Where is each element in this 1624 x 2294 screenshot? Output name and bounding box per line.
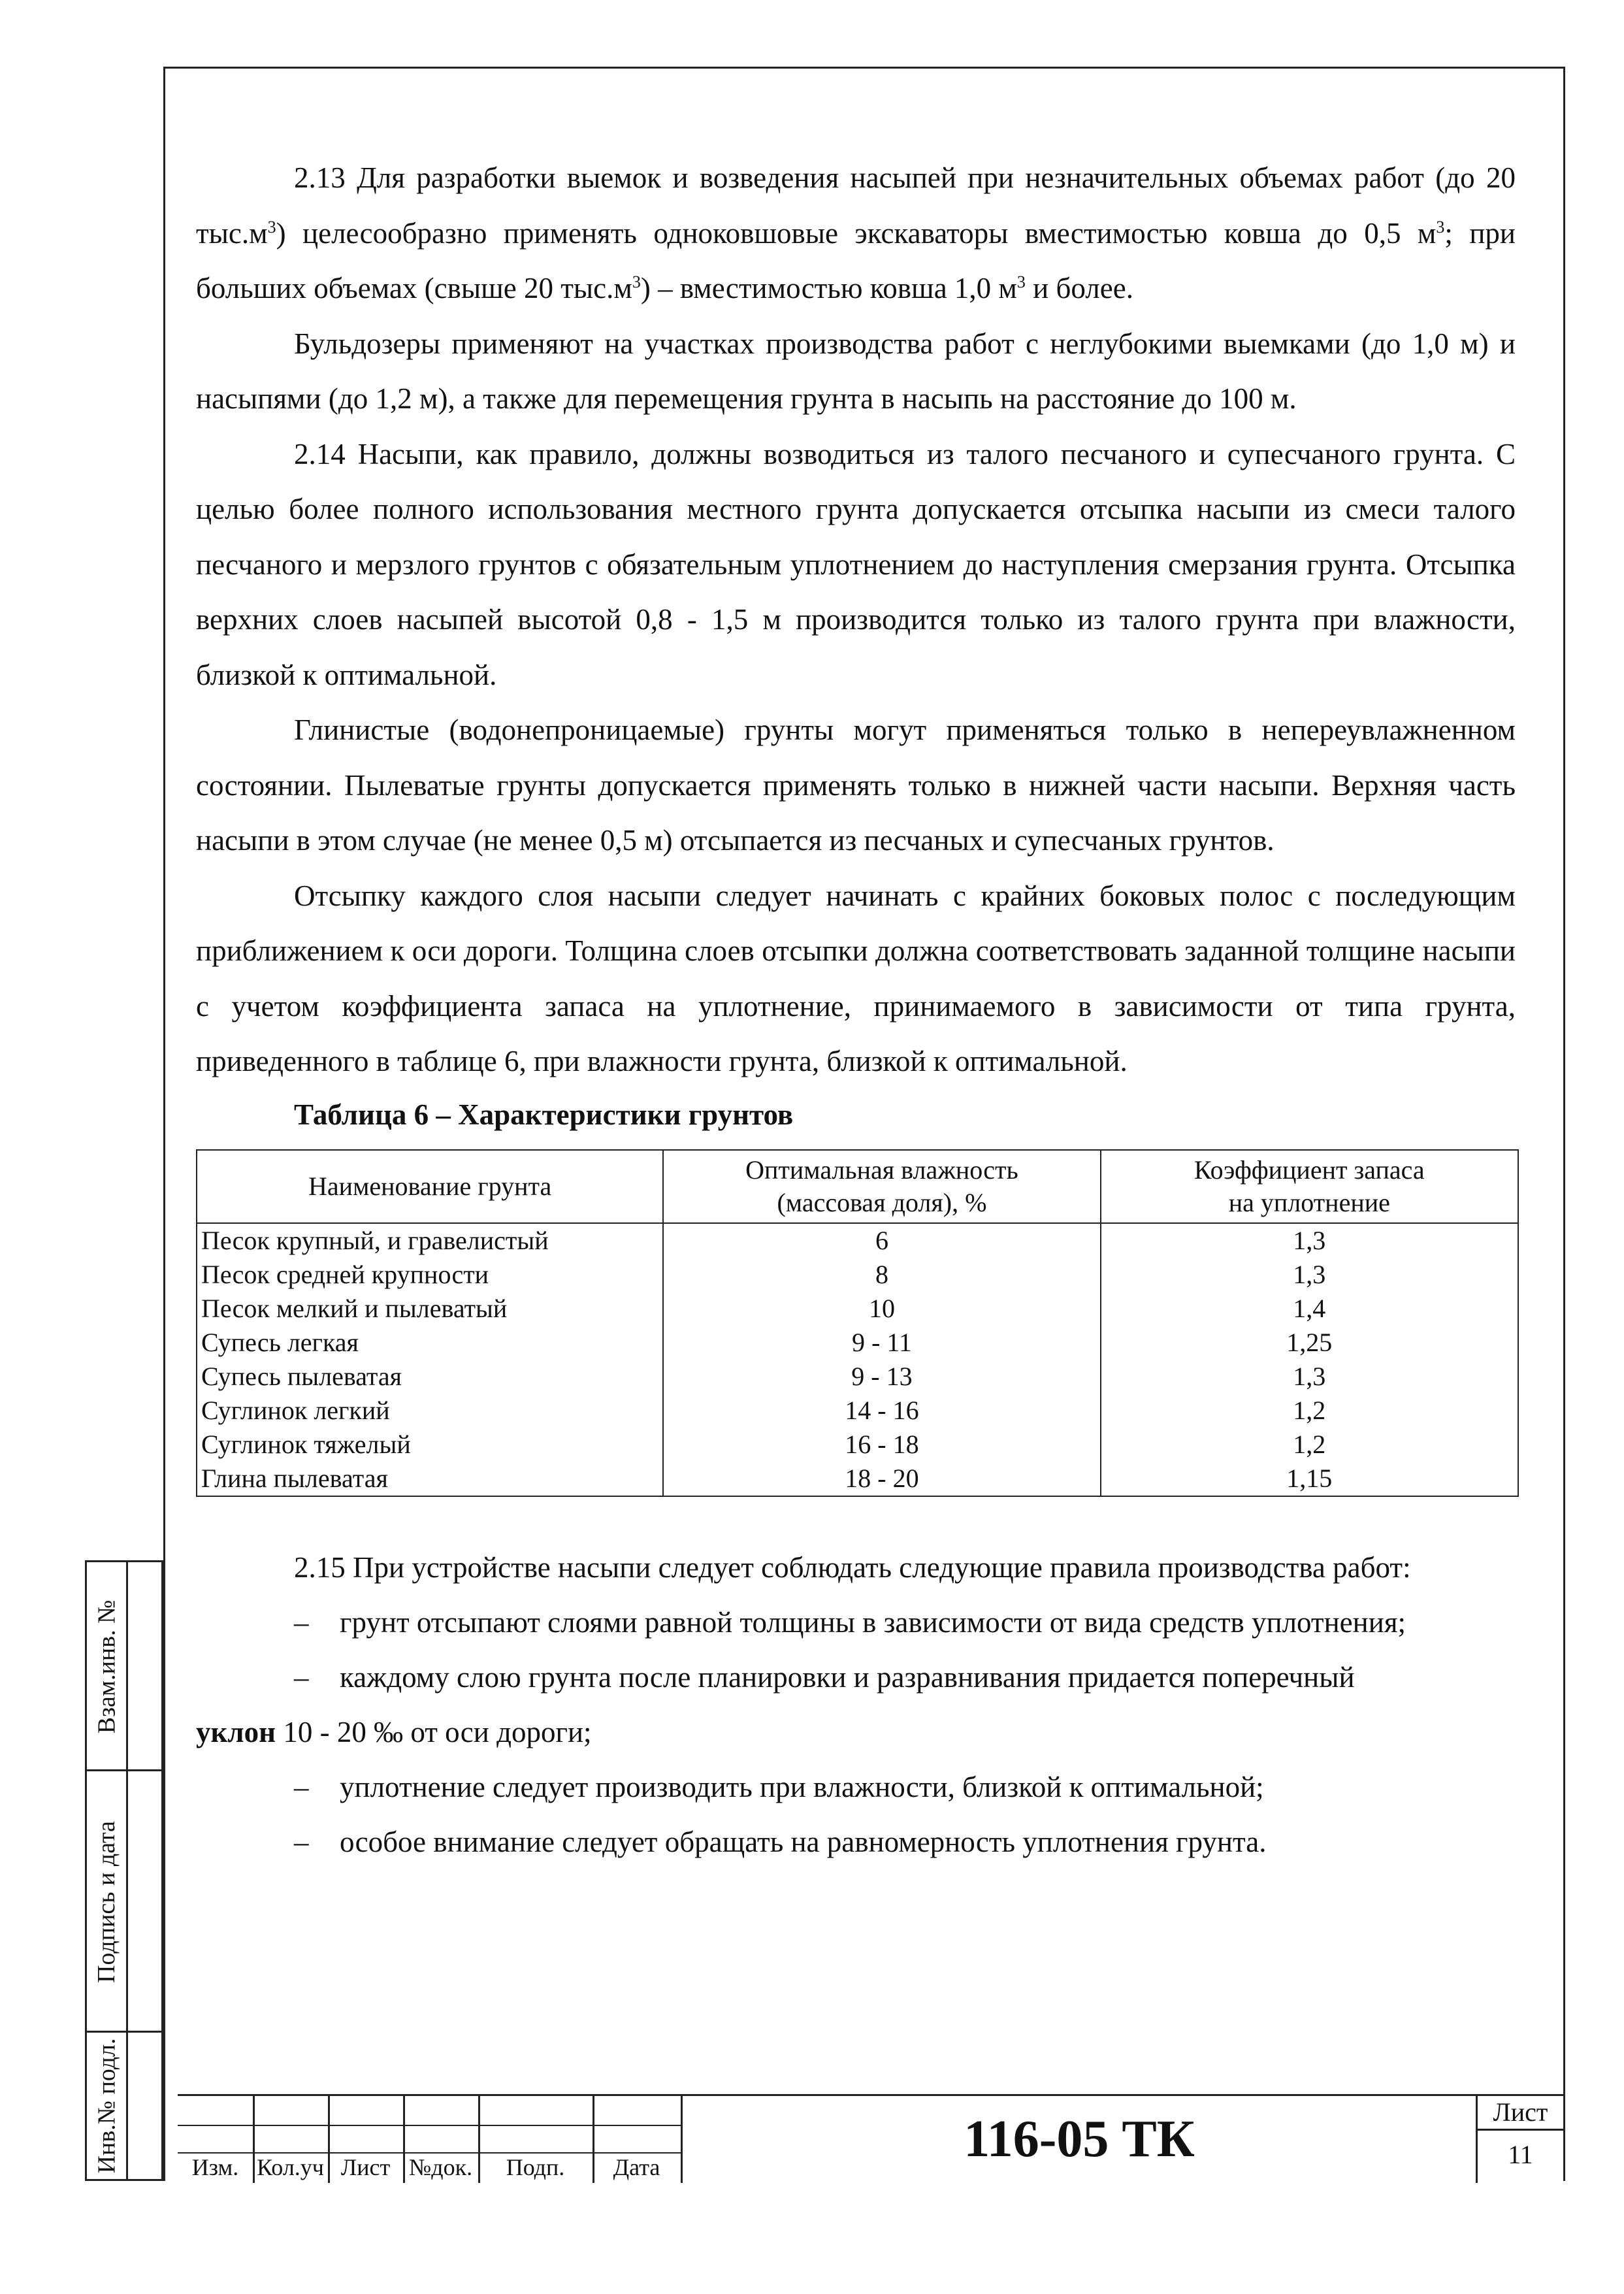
stamp-label-inventory: Инв.№ подл. bbox=[93, 2038, 121, 2174]
rule-item bbox=[196, 1650, 1516, 1705]
col-signature: Подп. bbox=[506, 2154, 565, 2180]
col-sheet: Лист bbox=[340, 2154, 391, 2180]
table-row bbox=[197, 1223, 1518, 1258]
cell-soil-name: Песок мелкий и пылеватый bbox=[197, 1292, 663, 1326]
cell-moisture: 8 bbox=[663, 1258, 1100, 1292]
table-row bbox=[197, 1292, 1518, 1326]
cell-moisture: 14 - 16 bbox=[663, 1394, 1100, 1428]
rules-intro: 2.15 При устройстве насыпи следует соблюдать следующие правила производства работ: bbox=[294, 1550, 1411, 1584]
table-row bbox=[197, 1326, 1518, 1360]
table-caption: Таблица 6 – Характеристики грунтов bbox=[294, 1098, 794, 1131]
cell-coefficient: 1,2 bbox=[1101, 1428, 1518, 1462]
paragraph-layer-filling: Отсыпку каждого слоя насыпи следует начинать с крайних боковых полос с последующим приближением к оси дороги. Толщина слоев отсыпки должна соответствовать заданной толщине насыпи с учетом коэффициента запаса на уплотнение, принимаемого в зависимости от типа грунта, приведенного в таблице 6, при влажности грунта, близкой к оптимальной. bbox=[196, 879, 1516, 1077]
document-code: 116-05 ТК bbox=[681, 2096, 1478, 2183]
dash-bullet: – bbox=[294, 1770, 309, 1803]
cell-coefficient: 1,3 bbox=[1101, 1223, 1518, 1258]
soil-characteristics-table bbox=[196, 1149, 1519, 1497]
rules-section bbox=[196, 1540, 1516, 1869]
rule-text: уплотнение следует производить при влажности, близкой к оптимальной; bbox=[340, 1770, 1264, 1803]
table-row bbox=[197, 1428, 1518, 1462]
table-row bbox=[197, 1462, 1518, 1496]
cell-coefficient: 1,15 bbox=[1101, 1462, 1518, 1496]
rule-text: грунт отсыпают слоями равной толщины в зависимости от вида средств уплотнения; bbox=[340, 1605, 1406, 1639]
header-soil-name: Наименование грунта bbox=[197, 1150, 663, 1223]
cell-moisture: 16 - 18 bbox=[663, 1428, 1100, 1462]
header-optimal-moisture: Оптимальная влажность (массовая доля), % bbox=[663, 1150, 1100, 1223]
table-header-row bbox=[197, 1150, 1518, 1223]
rule-item bbox=[196, 1595, 1516, 1650]
cell-moisture: 9 - 11 bbox=[663, 1326, 1100, 1360]
rule-item bbox=[196, 1814, 1516, 1869]
margin-stamp bbox=[85, 1560, 163, 2181]
cell-soil-name: Песок средней крупности bbox=[197, 1258, 663, 1292]
cell-soil-name: Супесь легкая bbox=[197, 1326, 663, 1360]
cell-moisture: 10 bbox=[663, 1292, 1100, 1326]
table-row bbox=[197, 1360, 1518, 1394]
stamp-field-inventory bbox=[87, 2033, 161, 2179]
col-date: Дата bbox=[613, 2154, 660, 2180]
rule-text: каждому слою грунта после планировки и разравнивания придается поперечный bbox=[340, 1660, 1355, 1694]
cell-soil-name: Супесь пылеватая bbox=[197, 1360, 663, 1394]
stamp-label-signature: Подпись и дата bbox=[93, 1820, 121, 1984]
revision-grid bbox=[178, 2096, 681, 2183]
header-compaction-coefficient: Коэффициент запаса на уплотнение bbox=[1101, 1150, 1518, 1223]
cell-coefficient: 1,3 bbox=[1101, 1258, 1518, 1292]
cell-soil-name: Суглинок легкий bbox=[197, 1394, 663, 1428]
stamp-field-signature bbox=[87, 1771, 161, 2033]
dash-bullet: – bbox=[294, 1660, 309, 1694]
sheet-number: 11 bbox=[1508, 2140, 1533, 2169]
cell-moisture: 6 bbox=[663, 1223, 1100, 1258]
paragraph-2-13: 2.13 Для разработки выемок и возведения насыпей при незначительных объемах работ (до 20 $тыс.м^3$) целесообразно применять одноковшовые экскаваторы вместимостью ковша до 0,5 $м^3$; при больших объемах (свыше 20 $тыс.м^3$) – вместимостью ковша 1,0 $м^3$ и более. bbox=[196, 161, 1516, 304]
cell-soil-name: Песок крупный, и гравелистый bbox=[197, 1223, 663, 1258]
cell-coefficient: 1,2 bbox=[1101, 1394, 1518, 1428]
dash-bullet: – bbox=[294, 1825, 309, 1858]
paragraph-bulldozers: Бульдозеры применяют на участках производства работ с неглубокими выемками (до 1,0 м) и насыпями (до 1,2 м), а также для перемещения грунта в насыпь на расстояние до 100 м. bbox=[196, 327, 1516, 415]
paragraph-clay-soils: Глинистые (водонепроницаемые) грунты могут применяться только в непереувлажненном состоянии. Пылеватые грунты допускается применять только в нижней части насыпи. Верхняя часть насыпи в этом случае (не менее 0,5 м) отсыпается из песчаных и супесчаных грунтов. bbox=[196, 713, 1516, 857]
stamp-field-replacement bbox=[87, 1562, 161, 1771]
col-change: Изм. bbox=[191, 2154, 239, 2180]
paragraph-2-14: 2.14 Насыпи, как правило, должны возводиться из талого песчаного и супесчаного грунта. С целью более полного использования местного грунта допускается отсыпка насыпи из смеси талого песчаного и мерзлого грунтов с обязательным уплотнением до наступления смерзания грунта. Отсыпка верхних слоев насыпей высотой 0,8 - 1,5 м производится только из талого грунта при влажности, близкой к оптимальной. bbox=[196, 437, 1516, 691]
document-body bbox=[196, 150, 1516, 1869]
stamp-label-replacement: Взам.инв. № bbox=[93, 1599, 121, 1734]
cell-coefficient: 1,3 bbox=[1101, 1360, 1518, 1394]
dash-bullet: – bbox=[294, 1605, 309, 1639]
cell-moisture: 18 - 20 bbox=[663, 1462, 1100, 1496]
sheet-box bbox=[1478, 2096, 1563, 2183]
col-doc-number: №док. bbox=[408, 2154, 473, 2180]
rule-bold-word: уклон bbox=[196, 1715, 276, 1748]
table-row bbox=[197, 1394, 1518, 1428]
rule-item bbox=[196, 1760, 1516, 1814]
col-count: Кол.уч bbox=[257, 2154, 324, 2180]
title-block bbox=[178, 2094, 1565, 2181]
sheet-label: Лист bbox=[1478, 2096, 1563, 2131]
cell-soil-name: Глина пылеватая bbox=[197, 1462, 663, 1496]
cell-coefficient: 1,4 bbox=[1101, 1292, 1518, 1326]
cell-moisture: 9 - 13 bbox=[663, 1360, 1100, 1394]
table-row bbox=[197, 1258, 1518, 1292]
rule-text: особое внимание следует обращать на равномерность уплотнения грунта. bbox=[340, 1825, 1267, 1858]
cell-coefficient: 1,25 bbox=[1101, 1326, 1518, 1360]
rule-item-continuation bbox=[196, 1705, 1516, 1760]
cell-soil-name: Суглинок тяжелый bbox=[197, 1428, 663, 1462]
rule-text: 10 - 20 ‰ от оси дороги; bbox=[276, 1715, 592, 1748]
